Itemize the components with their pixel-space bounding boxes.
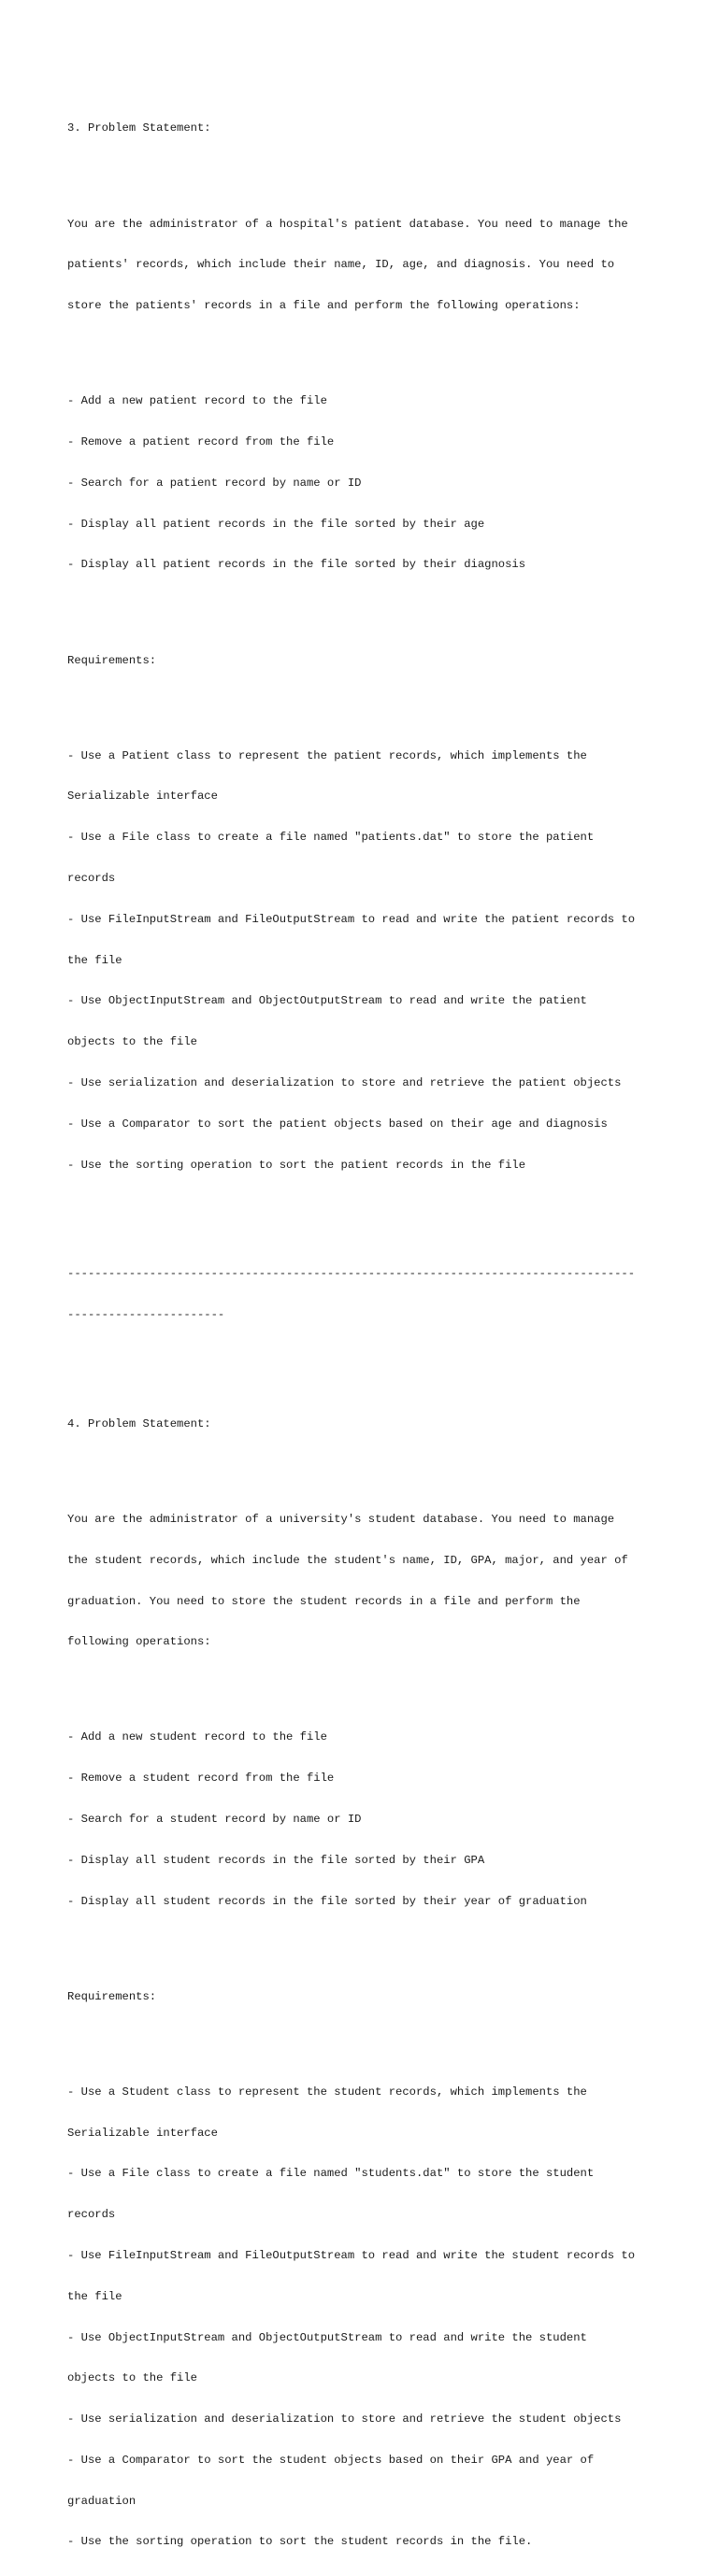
blank-line — [67, 2031, 656, 2045]
blank-line — [67, 694, 656, 708]
section-3-requirement: objects to the file — [67, 1035, 197, 1049]
section-3-operation: - Search for a patient record by name or ID — [67, 476, 362, 490]
section-4-requirement: Serializable interface — [67, 2126, 218, 2140]
separator-line: ----------------------------------------------------------------------------------- — [67, 1267, 636, 1281]
section-4-intro-line: the student records, which include the student's name, ID, GPA, major, and year of — [67, 1553, 628, 1567]
blank-line — [67, 1935, 656, 1949]
document-page — [67, 67, 656, 2576]
blank-line — [67, 1676, 656, 1690]
section-3-requirements-label: Requirements: — [67, 653, 157, 667]
section-3-intro-line: patients' records, which include their name, ID, age, and diagnosis. You need to — [67, 258, 615, 272]
section-4-requirement: - Use ObjectInputStream and ObjectOutputStream to read and write the student — [67, 2330, 587, 2344]
section-4-intro-line: You are the administrator of a university's student database. You need to manage — [67, 1512, 615, 1526]
section-3-operation: - Display all patient records in the file sorted by their diagnosis — [67, 558, 526, 572]
section-3-operation: - Add a new patient record to the file — [67, 394, 327, 408]
section-3-requirement: - Use a Comparator to sort the patient objects based on their age and diagnosis — [67, 1117, 608, 1131]
section-4-requirement: graduation — [67, 2494, 136, 2508]
separator-line: ----------------------- — [67, 1308, 225, 1322]
section-3-intro-line: store the patients' records in a file and perform the following operations: — [67, 299, 581, 313]
section-4-requirement: - Use FileInputStream and FileOutputStream to read and write the student records to — [67, 2249, 636, 2262]
section-3-requirement: - Use FileInputStream and FileOutputStream to read and write the patient records to — [67, 912, 636, 926]
section-3-intro-line: You are the administrator of a hospital's patient database. You need to manage the — [67, 217, 628, 231]
section-4-requirements-label: Requirements: — [67, 1989, 157, 2003]
section-3-requirement: - Use serialization and deserialization to store and retrieve the patient objects — [67, 1075, 622, 1089]
section-4-requirement: - Use the sorting operation to sort the student records in the file. — [67, 2535, 533, 2549]
section-3-requirement: - Use a File class to create a file named "patients.dat" to store the patient — [67, 831, 595, 845]
blank-line — [67, 599, 656, 613]
blank-line — [67, 340, 656, 354]
section-3-operation: - Remove a patient record from the file — [67, 435, 335, 449]
section-4-requirement: the file — [67, 2289, 122, 2303]
section-3-operation: - Display all patient records in the file sorted by their age — [67, 517, 485, 531]
section-4-operation: - Display all student records in the file sorted by their year of graduation — [67, 1894, 587, 1908]
section-4-requirement: - Use a Student class to represent the student records, which implements the — [67, 2085, 587, 2099]
blank-line — [67, 1349, 656, 1363]
section-4-operation: - Search for a student record by name or ID — [67, 1813, 362, 1826]
section-4-heading: 4. Problem Statement: — [67, 1416, 211, 1430]
section-4-requirement: - Use a Comparator to sort the student objects based on their GPA and year of — [67, 2453, 595, 2467]
section-3-requirement: Serializable interface — [67, 790, 218, 804]
section-4-intro-line: graduation. You need to store the student records in a file and perform the — [67, 1594, 581, 1608]
section-3-requirement: - Use a Patient class to represent the patient records, which implements the — [67, 748, 587, 762]
section-4-operation: - Display all student records in the file sorted by their GPA — [67, 1853, 485, 1867]
section-3-heading: 3. Problem Statement: — [67, 121, 211, 135]
blank-line — [67, 1459, 656, 1473]
section-4-operation: - Add a new student record to the file — [67, 1730, 327, 1744]
section-4-requirement: - Use serialization and deserialization to store and retrieve the student objects — [67, 2412, 622, 2427]
section-4-operation: - Remove a student record from the file — [67, 1772, 335, 1786]
section-4-requirement: - Use a File class to create a file named "students.dat" to store the student — [67, 2167, 595, 2181]
section-4-intro-line: following operations: — [67, 1635, 211, 1649]
section-3-requirement: - Use the sorting operation to sort the patient records in the file — [67, 1158, 526, 1172]
section-3-requirement: the file — [67, 953, 122, 967]
section-3-requirement: records — [67, 872, 116, 886]
section-3-requirement: - Use ObjectInputStream and ObjectOutputStream to read and write the patient — [67, 994, 587, 1008]
blank-line — [67, 163, 656, 177]
blank-line — [67, 1199, 656, 1213]
section-4-requirement: objects to the file — [67, 2371, 197, 2385]
section-4-requirement: records — [67, 2208, 116, 2222]
